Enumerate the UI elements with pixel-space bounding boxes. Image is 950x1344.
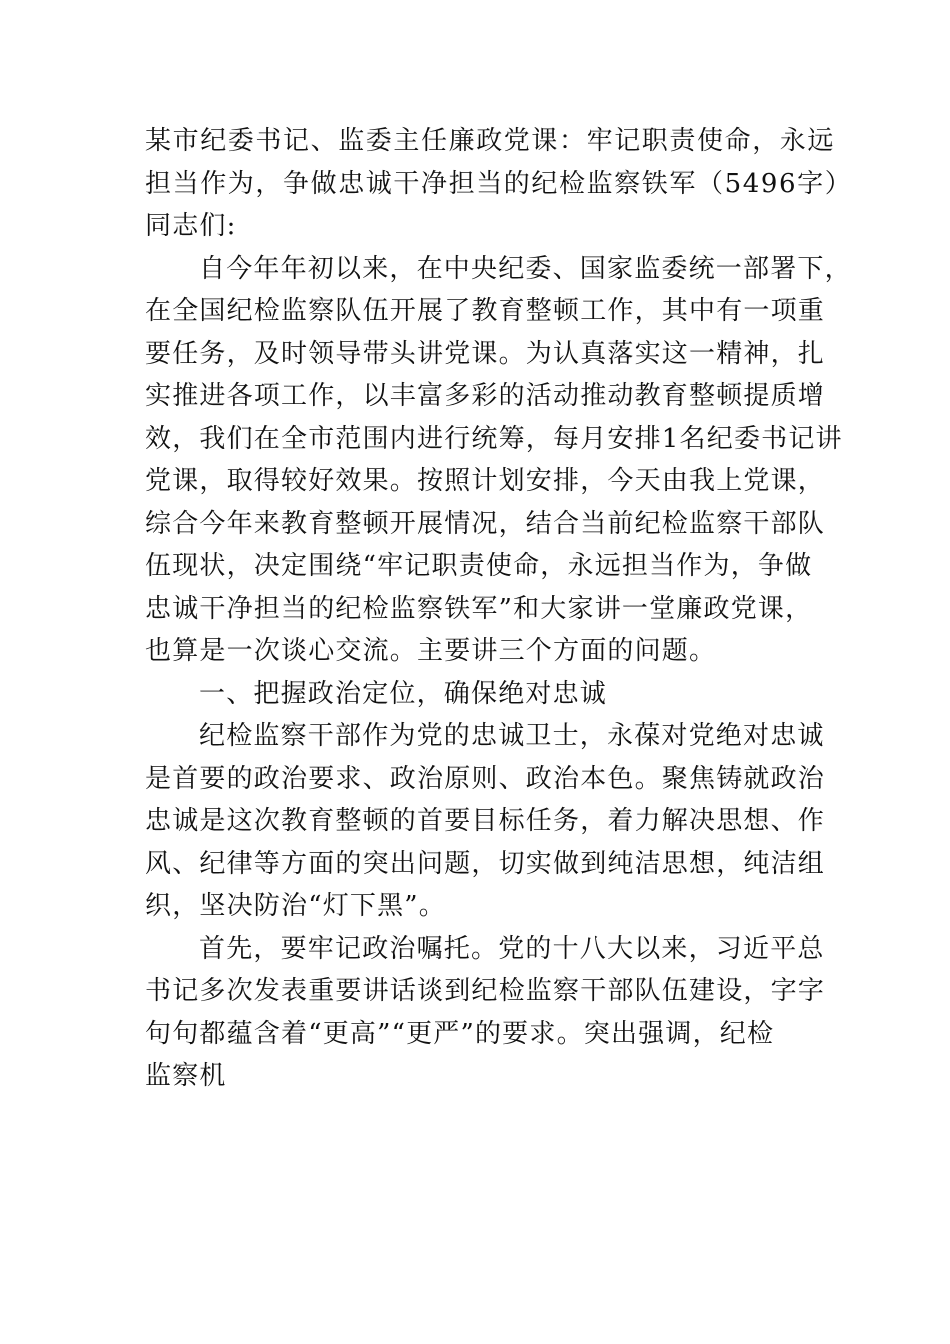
paragraph-first [145, 928, 826, 1098]
section-heading [145, 673, 815, 716]
salutation: 同志们: [145, 211, 237, 241]
paragraph-line: 句句都蕴含着“更高”“更严”的要求。突出强调，纪检 [145, 1018, 775, 1049]
title-line: 担当作为，争做忠诚干净担当的纪检监察铁军（5496字） [145, 168, 853, 199]
paragraph-line: 首先，要牢记政治嘱托。党的十八大以来，习近平总 [199, 933, 825, 964]
paragraph-line: 忠诚是这次教育整顿的首要目标任务，着力解决思想、作 [145, 806, 826, 836]
paragraph-intro [145, 248, 852, 673]
paragraph-line: 监察机 [145, 1061, 227, 1091]
paragraph-line: 也算是一次谈心交流。主要讲三个方面的问题。 [145, 636, 717, 666]
paragraph-line: 效，我们在全市范围内进行统筹，每月安排1名纪委书记讲 [145, 423, 843, 454]
section-heading-line: 一、把握政治定位，确保绝对忠诚 [199, 678, 608, 709]
paragraph-line: 要任务，及时领导带头讲党课。为认真落实这一精神，扎 [145, 338, 826, 369]
paragraph-line: 自今年年初以来，在中央纪委、国家监委统一部署下， [199, 253, 852, 284]
paragraph-line: 综合今年来教育整顿开展情况，结合当前纪检监察干部队 [145, 508, 826, 539]
paragraph-line: 忠诚干净担当的纪检监察铁军”和大家讲一堂廉政党课， [145, 593, 813, 624]
document-body [145, 120, 853, 1098]
title-line: 某市纪委书记、监委主任廉政党课：牢记职责使命，永远 [145, 126, 836, 156]
document-title [145, 120, 853, 205]
paragraph-line: 风、纪律等方面的突出问题，切实做到纯洁思想，纯洁组 [145, 848, 826, 879]
paragraph-line: 伍现状，决定围绕“牢记职责使命，永远担当作为，争做 [145, 551, 813, 581]
paragraph-line: 织，坚决防治“灯下黑”。 [145, 891, 446, 921]
paragraph-line: 书记多次发表重要讲话谈到纪检监察干部队伍建设，字字 [145, 976, 826, 1006]
paragraph-line: 纪检监察干部作为党的忠诚卫士，永葆对党绝对忠诚 [199, 721, 825, 751]
paragraph-loyalty [145, 715, 826, 928]
paragraph-line: 在全国纪检监察队伍开展了教育整顿工作，其中有一项重 [145, 296, 826, 326]
paragraph-line: 是首要的政治要求、政治原则、政治本色。聚焦铸就政治 [145, 763, 826, 794]
paragraph-line: 党课，取得较好效果。按照计划安排，今天由我上党课， [145, 466, 826, 496]
paragraph-line: 实推进各项工作，以丰富多彩的活动推动教育整顿提质增 [145, 381, 826, 411]
